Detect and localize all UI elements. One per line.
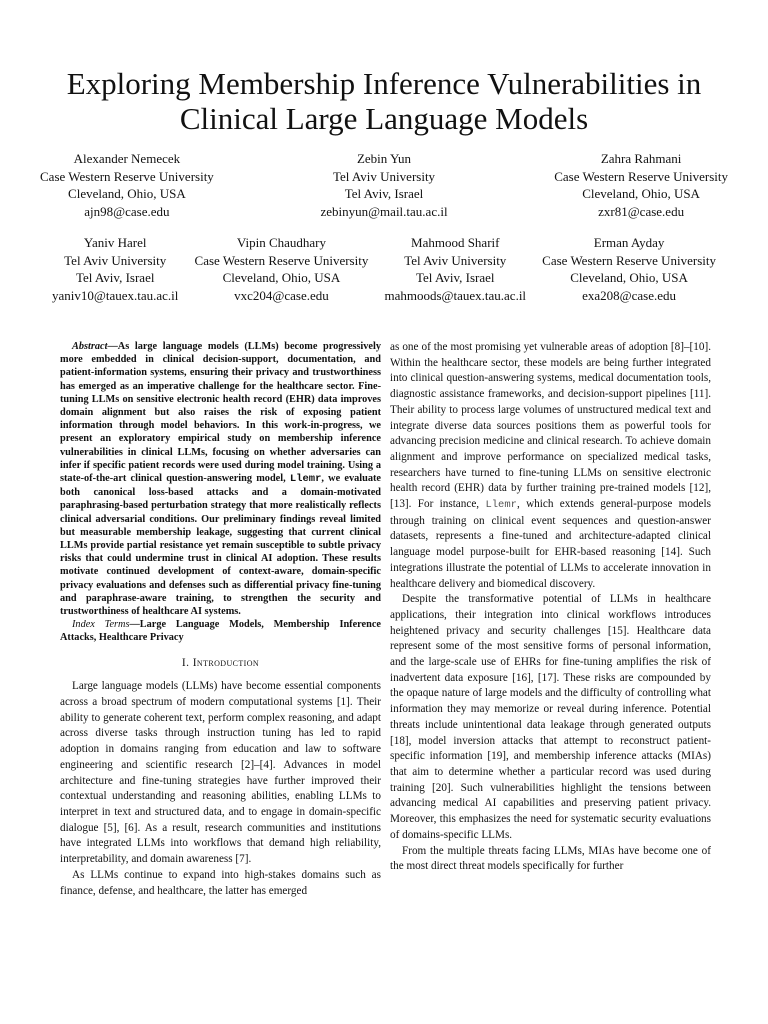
author-name: Mahmood Sharif — [411, 235, 500, 250]
author-email: mahmoods@tauex.tau.ac.il — [384, 287, 527, 303]
author-location: Cleveland, Ohio, USA — [582, 186, 700, 201]
model-name: Llemr — [485, 499, 517, 512]
paragraph-text-part2: , which extends general-purpose models through training on clinical event sequences and question-answer datasets, represents a fine-tuned and architecture-adapted clinical language model purpose-built for EHR-based reasoning [14]. Such integrations illustrate the potential of LLMs to accelerate innovation in healthcare delivery and biomedical discovery. — [390, 498, 711, 590]
abstract-label: Abstract — [72, 341, 108, 352]
author-block — [195, 234, 369, 304]
author-block — [542, 234, 716, 304]
author-row-1 — [40, 150, 728, 220]
author-affiliation: Tel Aviv University — [64, 252, 167, 268]
author-affiliation: Tel Aviv University — [332, 168, 436, 184]
section-number: I. — [181, 656, 190, 669]
author-email: yaniv10@tauex.tau.ac.il — [52, 287, 179, 303]
author-affiliation: Case Western Reserve University — [554, 168, 728, 184]
author-email: ajn98@case.edu — [84, 203, 170, 219]
author-name: Zahra Rahmani — [600, 151, 682, 166]
author-row-2 — [52, 234, 716, 304]
body-paragraph: Despite the transformative potential of LLMs in healthcare applications, their integration into clinical workflows introduces heightened privacy and security challenges [15]. Healthcare data represent some of the most sensitive forms of personal information, and the large-scale use of EHRs for fine-tuning amplifies the risk of inadvertent data exposure [16], [17]. These risks are compounded by the opaque nature of large models and the difficulty of controlling what information they may memorize or reveal during inference. Potential threats include unintentional data leakage through generated outputs [18], model inversion attacks that attempt to reconstruct patient-specific information [19], and membership inference attacks (MIAs) that aim to determine whether a particular record was used during training [20]. Such vulnerabilities highlight the tensions between advancing medical AI capabilities and preserving patient privacy. Moreover, this emphasizes the need for systematic security evaluations of domains-specific LLMs. — [390, 593, 711, 841]
author-affiliation: Tel Aviv University — [404, 252, 507, 268]
author-name: Zebin Yun — [356, 151, 412, 166]
author-email: exa208@case.edu — [582, 287, 677, 303]
author-location: Cleveland, Ohio, USA — [222, 270, 341, 285]
author-block — [384, 234, 526, 304]
author-block — [40, 150, 214, 220]
model-name: Llemr — [289, 473, 322, 486]
index-terms — [60, 618, 381, 644]
author-name: Erman Ayday — [593, 235, 665, 250]
author-affiliation: Case Western Reserve University — [542, 252, 716, 268]
abstract-text-part1: —As large language models (LLMs) become progressively more embedded in clinical decision-support, documentation, and patient-information systems, ensuring their privacy and trustworthiness has emerged as an imperative challenge for the healthcare sector. Fine-tuning LLMs on sensitive electronic health record (EHR) data improves domain alignment but also raises the risk of exposing patient information through model behaviors. In this work-in-progress, we present an exploratory empirical study on membership inference vulnerabilities in clinical LLMs, focusing on whether adversaries can infer if specific patient records were used during model training. Using a state-of-the-art clinical question-answering model, — [60, 341, 381, 485]
body-paragraph: Large language models (LLMs) have become essential components across a broad spectrum of modern computational systems [1]. Their ability to generate coherent text, perform complex reasoning, and adapt across diverse tasks through instruction tuning has led to rapid adoption in domains ranging from education and law to software engineering and scientific research [2]–[4]. Advances in model architecture and fine-tuning strategies have further improved their contextual understanding and reasoning abilities, enabling LLMs to interpret in text and structured data, and to engage in domain-specific dialogue [5], [6]. As a result, research communities and institutions have integrated LLMs into workflows that demand high reliability, interpretability, and domain awareness [7]. — [60, 680, 381, 866]
paper-title: Exploring Membership Inference Vulnerabilities in Clinical Large Language Models — [66, 66, 702, 136]
author-email: zxr81@case.edu — [598, 203, 685, 219]
author-name: Vipin Chaudhary — [236, 235, 326, 250]
author-block — [554, 150, 728, 220]
author-name: Alexander Nemecek — [73, 151, 181, 166]
author-affiliation: Case Western Reserve University — [40, 168, 214, 184]
section-heading-introduction — [60, 656, 381, 672]
body-paragraph — [390, 340, 711, 592]
body-paragraph: From the multiple threats facing LLMs, MIAs have become one of the most direct threat models specifically for further — [390, 844, 711, 873]
author-location: Cleveland, Ohio, USA — [570, 270, 688, 285]
author-location: Cleveland, Ohio, USA — [68, 186, 186, 201]
author-email: zebinyun@mail.tau.ac.il — [320, 203, 448, 219]
author-location: Tel Aviv, Israel — [344, 186, 424, 201]
author-location: Tel Aviv, Israel — [416, 270, 495, 285]
section-title: Introduction — [192, 656, 260, 669]
left-column — [60, 340, 381, 899]
abstract-text-part2: , we evaluate both canonical loss-based attacks and a domain-motivated paraphrasing-based perturbation strategy that more realistically reflects clinical adversarial conditions. Our preliminary findings reveal limited but measurable membership leakage, suggesting that current clinical LLMs provide partial resistance yet remain susceptible to subtle privacy risks that could undermine trust in clinical AI adoption. These results motivate continued development of context-aware, domain-specific privacy evaluations and defenses such as differential privacy fine-tuning and paraphrase-aware training, to strengthen the security and trustworthiness of healthcare AI systems. — [60, 473, 381, 618]
author-block — [52, 234, 178, 304]
index-terms-text: —Large Language Models, Membership Inference Attacks, Healthcare Privacy — [60, 619, 381, 644]
author-name: Yaniv Harel — [83, 235, 147, 250]
abstract — [60, 340, 381, 618]
right-column — [390, 340, 711, 875]
paragraph-text-part1: as one of the most promising yet vulnerable areas of adoption [8]–[10]. Within the healthcare sector, these models are being further integrated into clinical question-answering systems, medical documentation tools, diagnostic assistance frameworks, and decision-support pipelines [11]. Their ability to process large volumes of unstructured medical text and integrate diverse data sources positions them as powerful tools for advancing precision medicine and clinical research. To achieve domain alignment and improve performance on specialized medical tasks, researchers have turned to fine-tuning LLMs on sensitive electronic health record (EHR) data by further training pre-trained models [12], [13]. For instance, — [390, 341, 711, 511]
author-location: Tel Aviv, Israel — [75, 270, 155, 285]
body-paragraph: As LLMs continue to expand into high-stakes domains such as finance, defense, and healthcare, the latter has emerged — [60, 868, 381, 897]
author-affiliation: Case Western Reserve University — [194, 252, 369, 268]
author-block — [320, 150, 447, 220]
index-terms-label: Index Terms — [72, 619, 130, 631]
author-email: vxc204@case.edu — [234, 287, 329, 303]
